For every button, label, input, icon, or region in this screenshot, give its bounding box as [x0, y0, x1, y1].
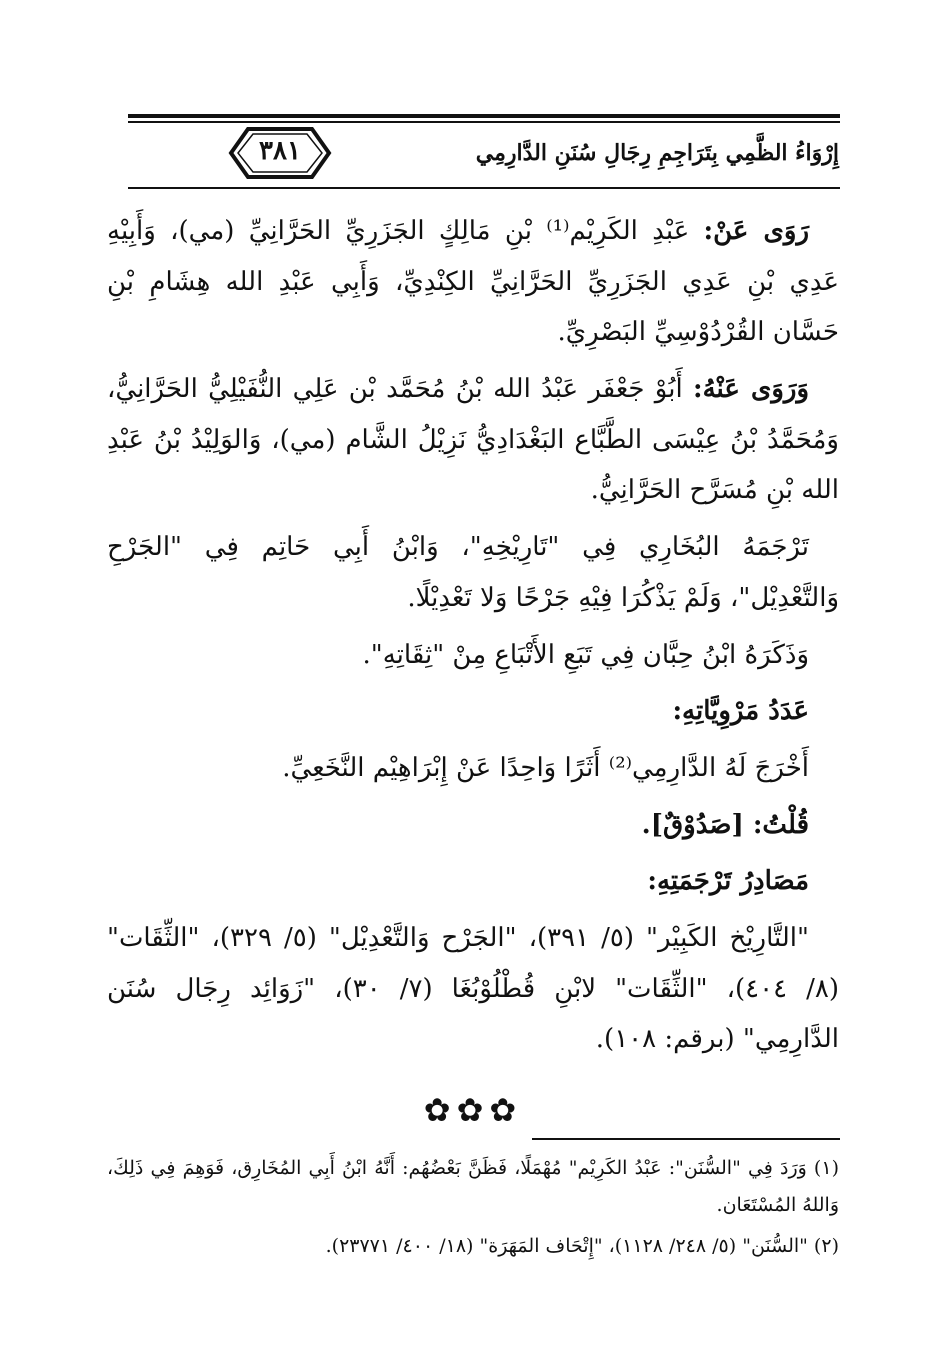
narrated-by-text: أَبُوْ جَعْفَر عَبْدُ الله بْنُ مُحَمَّد بْن عَلِي النُّفَيْلِيُّ الحَرَّانِيُّ، وَمُحَمَّدُ بْنُ عِيْسَى الطَّبَّاع البَغْدَادِيُّ نَزِيْلُ الشَّام (مي)، وَالوَلِيْدُ بْنُ عَبْدِ الله بْنِ مُسَرَّح الحَرَّانِيُّ.	[107, 374, 839, 506]
header-rule-top-thin	[128, 121, 840, 123]
footnote-1: (١) وَرَدَ فِي "السُّنَن": عَبْدُ الكَرِيْم" مُهْمَلًا، فَظَنَّ بَعْضُهُم: أَنَّهُ ابْنُ أَبِي المُخَارِق، فَوَهِمَ فِي ذَلِكَ، وَاللهُ المُسْتَعَان.	[107, 1157, 839, 1217]
paragraph-sources: "التَّارِيْخ الكَبِيْر" (٥/ ٣٩١)، "الجَرْح وَالتَّعْدِيْل" (٥/ ٣٢٩)، "الثِّقَات" (٨/ ٤٠٤)، "الثِّقَات" لابْنِ قُطْلُوْبُغَا (٧/ ٣٠)، "زَوَائِد رِجَال سُنَن الدَّارِمِي" (برقم: ١٠٨).	[107, 922, 839, 1055]
narrated-from-text: عَبْدِ الكَرِيْم⁽¹⁾ بْنِ مَالِكٍ الجَزَرِيِّ الحَرَّانِيِّ (مي)، وَأَبِيْهِ عَدِي بْنِ عَدِي الجَزَرِيِّ الحَرَّانِيِّ الكِنْدِيِّ، وَأَبِي عَبْدِ الله هِشَامِ بْنِ حَسَّان القُرْدُوْسِيِّ البَصْرِيِّ.	[107, 216, 839, 348]
main-text	[107, 206, 839, 1147]
footnote-2: (٢) "السُّنَن" (٥/ ٢٤٨/ ١١٢٨)، "إِتْحَاف المَهَرَة" (١٨/ ٤٠٠/ ٢٣٧٧١).	[325, 1235, 839, 1258]
heading-narrations-count: عَدَدُ مَرْوِيَّاتِهِ:	[672, 696, 809, 727]
header-rule-bottom	[128, 187, 840, 189]
paragraph-ibn-hibban: وَذَكَرَهُ ابْنُ حِبَّان فِي تَبَعِ الأَتْبَاعِ مِنْ "ثِقَاتِهِ".	[362, 639, 809, 670]
label-narrated-by: وَرَوَى عَنْهُ:	[693, 374, 809, 405]
paragraph-darimi: أَخْرَجَ لَهُ الدَّارِمِي⁽²⁾ أَثَرًا وَاحِدًا عَنْ إِبْرَاهِيْم النَّخَعِيِّ.	[282, 752, 809, 783]
label-narrated-from: رَوَى عَنْ:	[703, 216, 810, 246]
running-title: إِرْوَاءُ الظَّمِي بِتَرَاجِمِ رِجَالِ سُنَنِ الدَّارِمِي	[475, 140, 839, 166]
footnotes	[107, 1150, 839, 1269]
paragraph-biography: تَرْجَمَهُ البُخَارِي فِي "تَارِيْخِهِ"، وَابْنُ أَبِي حَاتِم فِي "الجَرْحِ وَالتَّعْدِيْل"، وَلَمْ يَذْكُرَا فِيْهِ جَرْحًا وَلا تَعْدِيْلًا.	[107, 532, 839, 613]
paragraph-narrators-from	[107, 206, 839, 358]
label-verdict: قُلْتُ:	[752, 809, 809, 840]
paragraph-narrators-to	[107, 364, 839, 516]
heading-sources: مَصَادِرُ تَرْجَمَتِهِ:	[647, 866, 809, 897]
header-rule-top	[128, 114, 840, 118]
verdict-text: [صَدُوْقٌ].	[641, 809, 753, 840]
paragraph-verdict	[107, 800, 839, 851]
ornament-separator: ✿✿✿	[423, 1091, 523, 1129]
page-number: ٣٨١	[259, 136, 301, 166]
footnote-rule	[532, 1138, 840, 1140]
